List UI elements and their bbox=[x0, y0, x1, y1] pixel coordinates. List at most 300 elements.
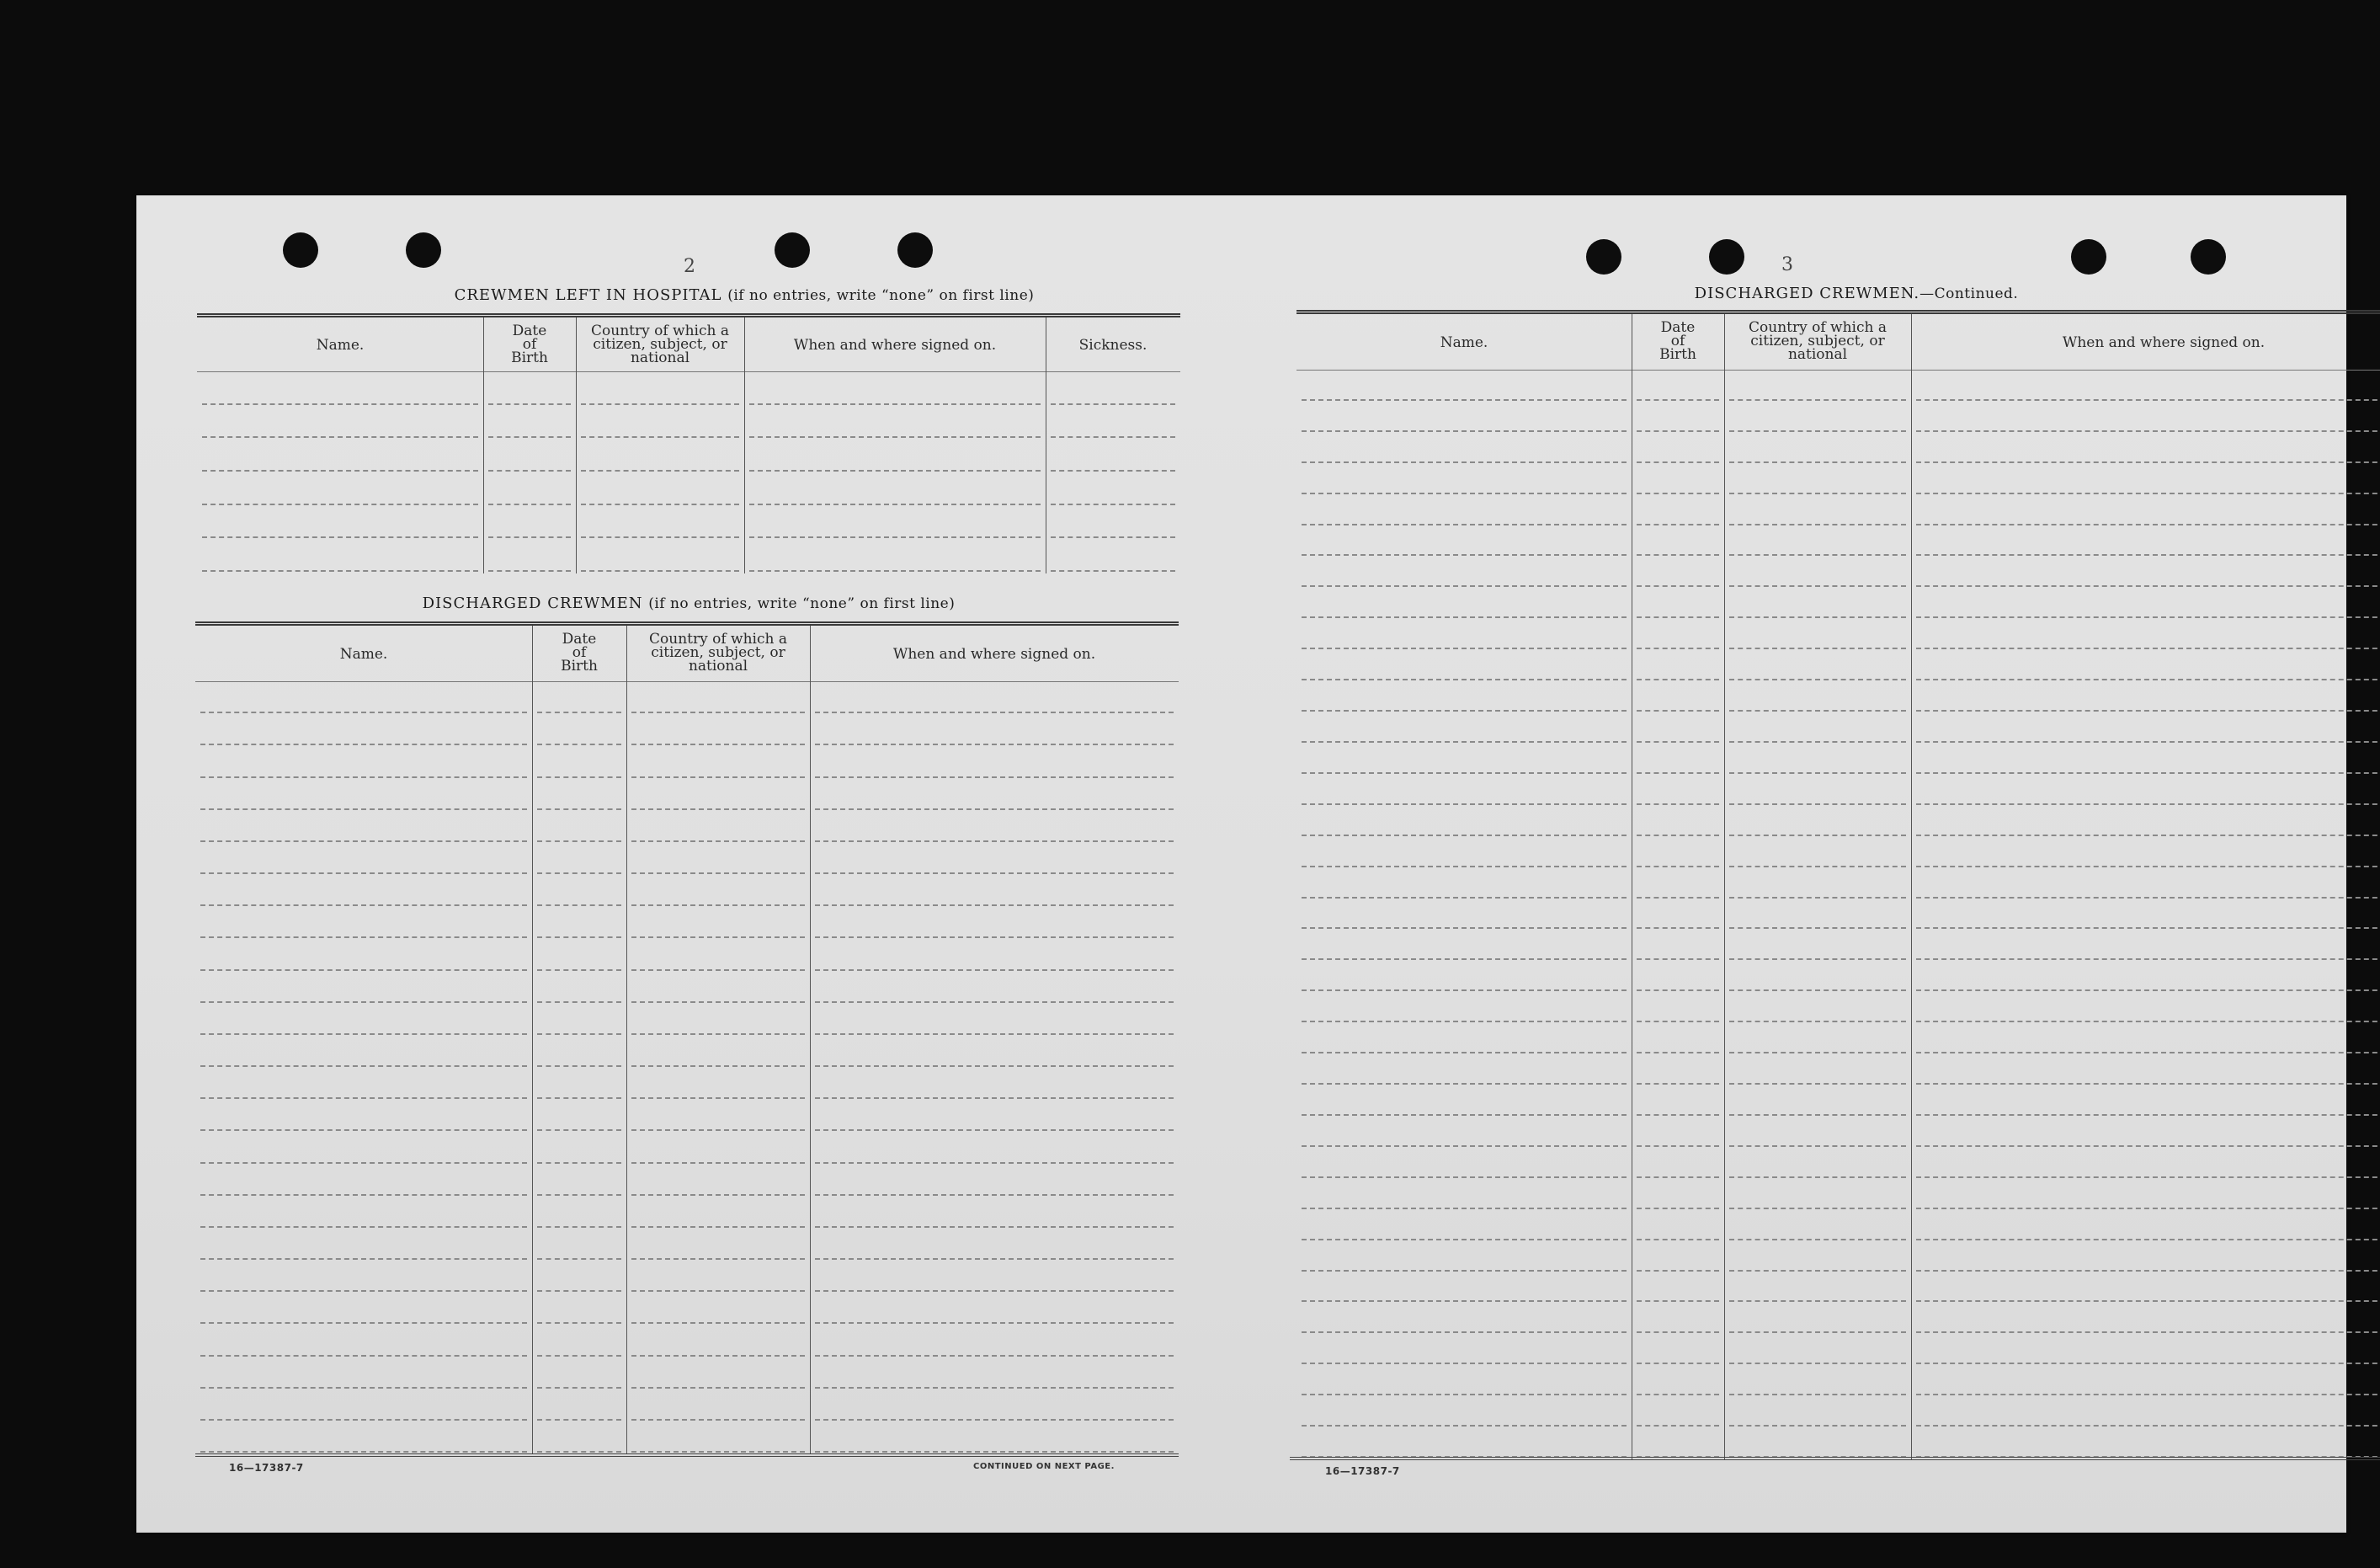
entry-line bbox=[631, 904, 805, 906]
entry-line bbox=[537, 904, 621, 906]
entry-line bbox=[1302, 554, 1627, 556]
discharged-title: DISCHARGED CREWMEN bbox=[422, 595, 643, 612]
entry-line bbox=[1637, 1176, 1719, 1178]
entry-line bbox=[200, 1001, 527, 1003]
hospital-table bbox=[197, 313, 1180, 573]
entry-line bbox=[200, 744, 527, 745]
entry-line bbox=[537, 776, 621, 778]
entry-line bbox=[537, 1065, 621, 1067]
entry-line bbox=[1637, 866, 1719, 867]
entry-line bbox=[1302, 430, 1627, 432]
entry-line bbox=[1916, 958, 2380, 960]
entry-line bbox=[200, 872, 527, 874]
entry-line bbox=[1302, 1083, 1627, 1085]
discharged-section-title bbox=[197, 595, 1180, 612]
entry-line bbox=[1916, 399, 2380, 401]
entry-line bbox=[537, 1419, 621, 1421]
entry-line bbox=[1637, 1021, 1719, 1022]
punch-hole bbox=[897, 232, 933, 268]
entry-line bbox=[1302, 866, 1627, 867]
entry-line bbox=[1637, 1083, 1719, 1085]
entry-line bbox=[1302, 1052, 1627, 1053]
entry-line bbox=[1637, 741, 1719, 743]
entry-line bbox=[1916, 989, 2380, 991]
entry-line bbox=[200, 1065, 527, 1067]
entry-line bbox=[631, 1065, 805, 1067]
entry-line bbox=[1916, 1300, 2380, 1302]
entry-line bbox=[1302, 927, 1627, 929]
entry-line bbox=[631, 1033, 805, 1035]
entry-line bbox=[631, 1290, 805, 1292]
entry-line bbox=[1637, 524, 1719, 525]
entry-line bbox=[1302, 958, 1627, 960]
entry-line bbox=[537, 808, 621, 810]
entry-line bbox=[1729, 803, 1906, 805]
entry-line bbox=[1302, 399, 1627, 401]
entry-line bbox=[815, 1097, 1174, 1099]
entry-line bbox=[537, 936, 621, 938]
entry-line bbox=[1302, 1176, 1627, 1178]
entry-line bbox=[1729, 679, 1906, 680]
discharged-cont-header-signed: When and where signed on. bbox=[2062, 334, 2266, 351]
entry-line bbox=[200, 808, 527, 810]
hospital-header-sickness: Sickness. bbox=[1078, 337, 1147, 354]
entry-line bbox=[1302, 1425, 1627, 1427]
entry-line bbox=[1729, 616, 1906, 618]
entry-line bbox=[1729, 1176, 1906, 1178]
entry-line bbox=[815, 808, 1174, 810]
entry-line bbox=[1302, 1363, 1627, 1364]
hospital-section-title bbox=[197, 286, 1291, 304]
entry-line bbox=[815, 1355, 1174, 1357]
entry-line bbox=[631, 808, 805, 810]
entry-line bbox=[200, 1194, 527, 1196]
entry-line bbox=[1729, 866, 1906, 867]
entry-line bbox=[1729, 958, 1906, 960]
entry-line bbox=[1916, 1363, 2380, 1364]
entry-line bbox=[1916, 1394, 2380, 1395]
entry-line bbox=[1916, 461, 2380, 463]
document-sheet bbox=[136, 195, 2346, 1533]
entry-line bbox=[537, 872, 621, 874]
entry-line bbox=[1729, 524, 1906, 525]
entry-line bbox=[1637, 1300, 1719, 1302]
entry-line bbox=[815, 840, 1174, 842]
entry-line bbox=[1302, 803, 1627, 805]
entry-line bbox=[1637, 1052, 1719, 1053]
entry-line bbox=[1051, 436, 1175, 438]
entry-line bbox=[631, 1162, 805, 1164]
hospital-title: CREWMEN LEFT IN HOSPITAL bbox=[454, 286, 722, 304]
entry-line bbox=[1051, 470, 1175, 472]
footer-form-number-right: 16—17387-7 bbox=[1325, 1465, 1400, 1477]
entry-line bbox=[1729, 1052, 1906, 1053]
discharged-header-name: Name. bbox=[339, 646, 388, 663]
discharged-cont-table bbox=[1296, 310, 2380, 1459]
entry-line bbox=[1916, 554, 2380, 556]
entry-line bbox=[1051, 570, 1175, 572]
entry-line bbox=[749, 470, 1041, 472]
entry-line bbox=[1302, 524, 1627, 525]
entry-line bbox=[1302, 835, 1627, 836]
page-number-right: 3 bbox=[1781, 254, 1793, 275]
entry-line bbox=[537, 1258, 621, 1260]
entry-line bbox=[200, 1097, 527, 1099]
entry-line bbox=[537, 744, 621, 745]
punch-hole bbox=[283, 232, 318, 268]
entry-line bbox=[1302, 1208, 1627, 1209]
entry-line bbox=[1729, 493, 1906, 494]
entry-line bbox=[200, 840, 527, 842]
hospital-note: (if no entries, write “none” on first line) bbox=[727, 287, 1035, 304]
entry-line bbox=[1916, 897, 2380, 899]
entry-line bbox=[1637, 616, 1719, 618]
entry-line bbox=[200, 1033, 527, 1035]
entry-line bbox=[200, 776, 527, 778]
entry-line bbox=[1637, 679, 1719, 680]
entry-line bbox=[1729, 1363, 1906, 1364]
entry-line bbox=[1637, 1331, 1719, 1333]
entry-line bbox=[815, 1001, 1174, 1003]
discharged-header-dob: Date of Birth bbox=[561, 631, 598, 675]
entry-line bbox=[1637, 430, 1719, 432]
entry-line bbox=[1302, 1145, 1627, 1147]
entry-line bbox=[1637, 585, 1719, 587]
entry-line bbox=[1302, 1270, 1627, 1272]
entry-line bbox=[1302, 648, 1627, 649]
entry-line bbox=[1729, 710, 1906, 712]
entry-line bbox=[1916, 1239, 2380, 1240]
entry-line bbox=[815, 1033, 1174, 1035]
entry-line bbox=[200, 1355, 527, 1357]
entry-line bbox=[1637, 1208, 1719, 1209]
entry-line bbox=[537, 1162, 621, 1164]
entry-line bbox=[1916, 1021, 2380, 1022]
entry-line bbox=[815, 712, 1174, 713]
entry-line bbox=[537, 1387, 621, 1389]
entry-line bbox=[200, 1226, 527, 1228]
entry-line bbox=[1637, 461, 1719, 463]
entry-line bbox=[815, 1387, 1174, 1389]
entry-line bbox=[200, 1129, 527, 1131]
entry-line bbox=[488, 536, 571, 538]
entry-line bbox=[815, 1226, 1174, 1228]
entry-line bbox=[815, 1451, 1174, 1453]
entry-line bbox=[537, 1033, 621, 1035]
entry-line bbox=[1916, 866, 2380, 867]
entry-line bbox=[1729, 461, 1906, 463]
entry-line bbox=[1916, 1208, 2380, 1209]
entry-line bbox=[815, 776, 1174, 778]
entry-line bbox=[581, 436, 739, 438]
discharged-header-country: Country of which a citizen, subject, or national bbox=[649, 631, 787, 675]
entry-line bbox=[815, 1162, 1174, 1164]
entry-line bbox=[1637, 1363, 1719, 1364]
entry-line bbox=[749, 504, 1041, 505]
entry-line bbox=[1302, 772, 1627, 774]
entry-line bbox=[1729, 1270, 1906, 1272]
entry-line bbox=[1637, 1239, 1719, 1240]
entry-line bbox=[749, 403, 1041, 405]
entry-line bbox=[581, 470, 739, 472]
entry-line bbox=[1729, 1083, 1906, 1085]
entry-line bbox=[1302, 1021, 1627, 1022]
entry-line bbox=[631, 1355, 805, 1357]
entry-line bbox=[1729, 1425, 1906, 1427]
hospital-header-dob: Date of Birth bbox=[511, 323, 548, 366]
discharged-cont-title: DISCHARGED CREWMEN. bbox=[1694, 285, 1920, 302]
entry-line bbox=[1302, 1394, 1627, 1395]
entry-line bbox=[1916, 803, 2380, 805]
entry-line bbox=[815, 1322, 1174, 1324]
entry-line bbox=[1302, 1114, 1627, 1116]
entry-line bbox=[537, 1226, 621, 1228]
entry-line bbox=[1729, 1145, 1906, 1147]
discharged-cont-header-name: Name. bbox=[1440, 334, 1488, 351]
entry-line bbox=[1302, 585, 1627, 587]
entry-line bbox=[200, 936, 527, 938]
entry-line bbox=[1729, 1239, 1906, 1240]
entry-line bbox=[1729, 430, 1906, 432]
entry-line bbox=[1729, 1394, 1906, 1395]
left-bottom-rule bbox=[195, 1453, 1179, 1457]
entry-line bbox=[1637, 958, 1719, 960]
punch-hole bbox=[406, 232, 441, 268]
entry-line bbox=[1637, 493, 1719, 494]
entry-line bbox=[631, 969, 805, 971]
entry-line bbox=[631, 1419, 805, 1421]
entry-line bbox=[1916, 835, 2380, 836]
footer-form-number-left: 16—17387-7 bbox=[229, 1462, 304, 1474]
entry-line bbox=[1729, 1021, 1906, 1022]
punch-hole bbox=[2071, 239, 2106, 275]
entry-line bbox=[631, 936, 805, 938]
entry-line bbox=[1729, 1114, 1906, 1116]
entry-line bbox=[631, 776, 805, 778]
entry-line bbox=[749, 536, 1041, 538]
entry-line bbox=[1916, 1052, 2380, 1053]
entry-line bbox=[815, 936, 1174, 938]
entry-line bbox=[1916, 430, 2380, 432]
entry-line bbox=[488, 570, 571, 572]
entry-line bbox=[1916, 493, 2380, 494]
entry-line bbox=[1916, 1114, 2380, 1116]
entry-line bbox=[1637, 648, 1719, 649]
entry-line bbox=[1637, 1114, 1719, 1116]
entry-line bbox=[1916, 1176, 2380, 1178]
entry-line bbox=[815, 1065, 1174, 1067]
entry-line bbox=[200, 1258, 527, 1260]
entry-line bbox=[749, 570, 1041, 572]
entry-line bbox=[1916, 1425, 2380, 1427]
entry-line bbox=[631, 1322, 805, 1324]
entry-line bbox=[202, 436, 478, 438]
entry-line bbox=[1916, 1270, 2380, 1272]
discharged-header-signed: When and where signed on. bbox=[892, 646, 1096, 663]
entry-line bbox=[537, 1097, 621, 1099]
hospital-header-signed: When and where signed on. bbox=[793, 337, 997, 354]
entry-line bbox=[1051, 403, 1175, 405]
entry-line bbox=[200, 1419, 527, 1421]
entry-line bbox=[1302, 461, 1627, 463]
hospital-header-country: Country of which a citizen, subject, or national bbox=[591, 323, 729, 366]
hospital-header-name: Name. bbox=[316, 337, 365, 354]
punch-hole bbox=[2191, 239, 2226, 275]
entry-line bbox=[1729, 1208, 1906, 1209]
entry-line bbox=[1637, 1394, 1719, 1395]
entry-line bbox=[1916, 1331, 2380, 1333]
entry-line bbox=[200, 1451, 527, 1453]
entry-line bbox=[1729, 399, 1906, 401]
entry-line bbox=[631, 712, 805, 713]
entry-line bbox=[815, 744, 1174, 745]
entry-line bbox=[1637, 772, 1719, 774]
entry-line bbox=[1916, 524, 2380, 525]
entry-line bbox=[1302, 710, 1627, 712]
entry-line bbox=[537, 712, 621, 713]
entry-line bbox=[1637, 1425, 1719, 1427]
entry-line bbox=[1729, 897, 1906, 899]
entry-line bbox=[537, 1355, 621, 1357]
entry-line bbox=[1729, 772, 1906, 774]
entry-line bbox=[1916, 1145, 2380, 1147]
entry-line bbox=[200, 904, 527, 906]
discharged-cont-header-country: Country of which a citizen, subject, or national bbox=[1749, 319, 1887, 363]
entry-line bbox=[537, 1451, 621, 1453]
entry-line bbox=[202, 470, 478, 472]
discharged-cont-section-title bbox=[1296, 285, 2380, 302]
entry-line bbox=[1729, 989, 1906, 991]
entry-line bbox=[1729, 927, 1906, 929]
entry-line bbox=[1637, 927, 1719, 929]
entry-line bbox=[815, 1194, 1174, 1196]
entry-line bbox=[581, 536, 739, 538]
entry-line bbox=[581, 504, 739, 505]
entry-line bbox=[631, 1226, 805, 1228]
entry-line bbox=[1916, 772, 2380, 774]
entry-line bbox=[631, 744, 805, 745]
entry-line bbox=[1729, 554, 1906, 556]
entry-line bbox=[202, 570, 478, 572]
punch-hole bbox=[1709, 239, 1744, 275]
entry-line bbox=[1302, 897, 1627, 899]
entry-line bbox=[1729, 1331, 1906, 1333]
entry-line bbox=[631, 1097, 805, 1099]
entry-line bbox=[1916, 585, 2380, 587]
entry-line bbox=[815, 969, 1174, 971]
entry-line bbox=[1916, 679, 2380, 680]
entry-line bbox=[537, 840, 621, 842]
entry-line bbox=[1637, 1270, 1719, 1272]
entry-line bbox=[1916, 741, 2380, 743]
entry-line bbox=[1916, 1083, 2380, 1085]
entry-line bbox=[815, 1129, 1174, 1131]
entry-line bbox=[631, 1001, 805, 1003]
entry-line bbox=[488, 436, 571, 438]
entry-line bbox=[200, 1162, 527, 1164]
entry-line bbox=[631, 872, 805, 874]
entry-line bbox=[631, 1387, 805, 1389]
entry-line bbox=[537, 1001, 621, 1003]
entry-line bbox=[1302, 989, 1627, 991]
entry-line bbox=[200, 969, 527, 971]
entry-line bbox=[200, 1290, 527, 1292]
entry-line bbox=[1729, 648, 1906, 649]
entry-line bbox=[488, 403, 571, 405]
entry-line bbox=[1302, 493, 1627, 494]
entry-line bbox=[1729, 835, 1906, 836]
entry-line bbox=[1637, 989, 1719, 991]
entry-line bbox=[581, 403, 739, 405]
entry-line bbox=[537, 1194, 621, 1196]
entry-line bbox=[202, 403, 478, 405]
entry-line bbox=[202, 504, 478, 505]
entry-line bbox=[537, 1322, 621, 1324]
discharged-table bbox=[195, 621, 1179, 1454]
entry-line bbox=[815, 1419, 1174, 1421]
entry-line bbox=[1302, 741, 1627, 743]
entry-line bbox=[488, 470, 571, 472]
entry-line bbox=[1729, 585, 1906, 587]
entry-line bbox=[200, 712, 527, 713]
entry-line bbox=[1637, 1145, 1719, 1147]
entry-line bbox=[631, 1451, 805, 1453]
entry-line bbox=[1637, 897, 1719, 899]
entry-line bbox=[1916, 616, 2380, 618]
discharged-cont-note: —Continued. bbox=[1919, 285, 2019, 302]
entry-line bbox=[815, 1290, 1174, 1292]
page-number-left: 2 bbox=[684, 256, 695, 277]
discharged-note: (if no entries, write “none” on first line) bbox=[648, 595, 956, 612]
entry-line bbox=[1729, 1300, 1906, 1302]
entry-line bbox=[749, 436, 1041, 438]
entry-line bbox=[631, 1258, 805, 1260]
entry-line bbox=[1916, 648, 2380, 649]
entry-line bbox=[631, 840, 805, 842]
punch-hole bbox=[775, 232, 810, 268]
entry-line bbox=[1637, 710, 1719, 712]
entry-line bbox=[488, 504, 571, 505]
entry-line bbox=[537, 969, 621, 971]
entry-line bbox=[815, 904, 1174, 906]
entry-line bbox=[537, 1290, 621, 1292]
entry-line bbox=[1302, 1331, 1627, 1333]
entry-line bbox=[1637, 835, 1719, 836]
footer-continued: CONTINUED ON NEXT PAGE. bbox=[973, 1462, 1115, 1471]
entry-line bbox=[1637, 399, 1719, 401]
entry-line bbox=[1302, 1239, 1627, 1240]
entry-line bbox=[537, 1129, 621, 1131]
entry-line bbox=[1302, 1300, 1627, 1302]
entry-line bbox=[581, 570, 739, 572]
entry-line bbox=[202, 536, 478, 538]
discharged-cont-header-dob: Date of Birth bbox=[1659, 319, 1696, 363]
entry-line bbox=[200, 1322, 527, 1324]
entry-line bbox=[1637, 554, 1719, 556]
entry-line bbox=[815, 872, 1174, 874]
entry-line bbox=[200, 1387, 527, 1389]
punch-hole bbox=[1586, 239, 1621, 275]
entry-line bbox=[1051, 536, 1175, 538]
entry-line bbox=[1916, 710, 2380, 712]
entry-line bbox=[631, 1129, 805, 1131]
entry-line bbox=[1729, 741, 1906, 743]
entry-line bbox=[1302, 616, 1627, 618]
entry-line bbox=[1637, 803, 1719, 805]
entry-line bbox=[1051, 504, 1175, 505]
entry-line bbox=[1916, 927, 2380, 929]
entry-line bbox=[1302, 679, 1627, 680]
